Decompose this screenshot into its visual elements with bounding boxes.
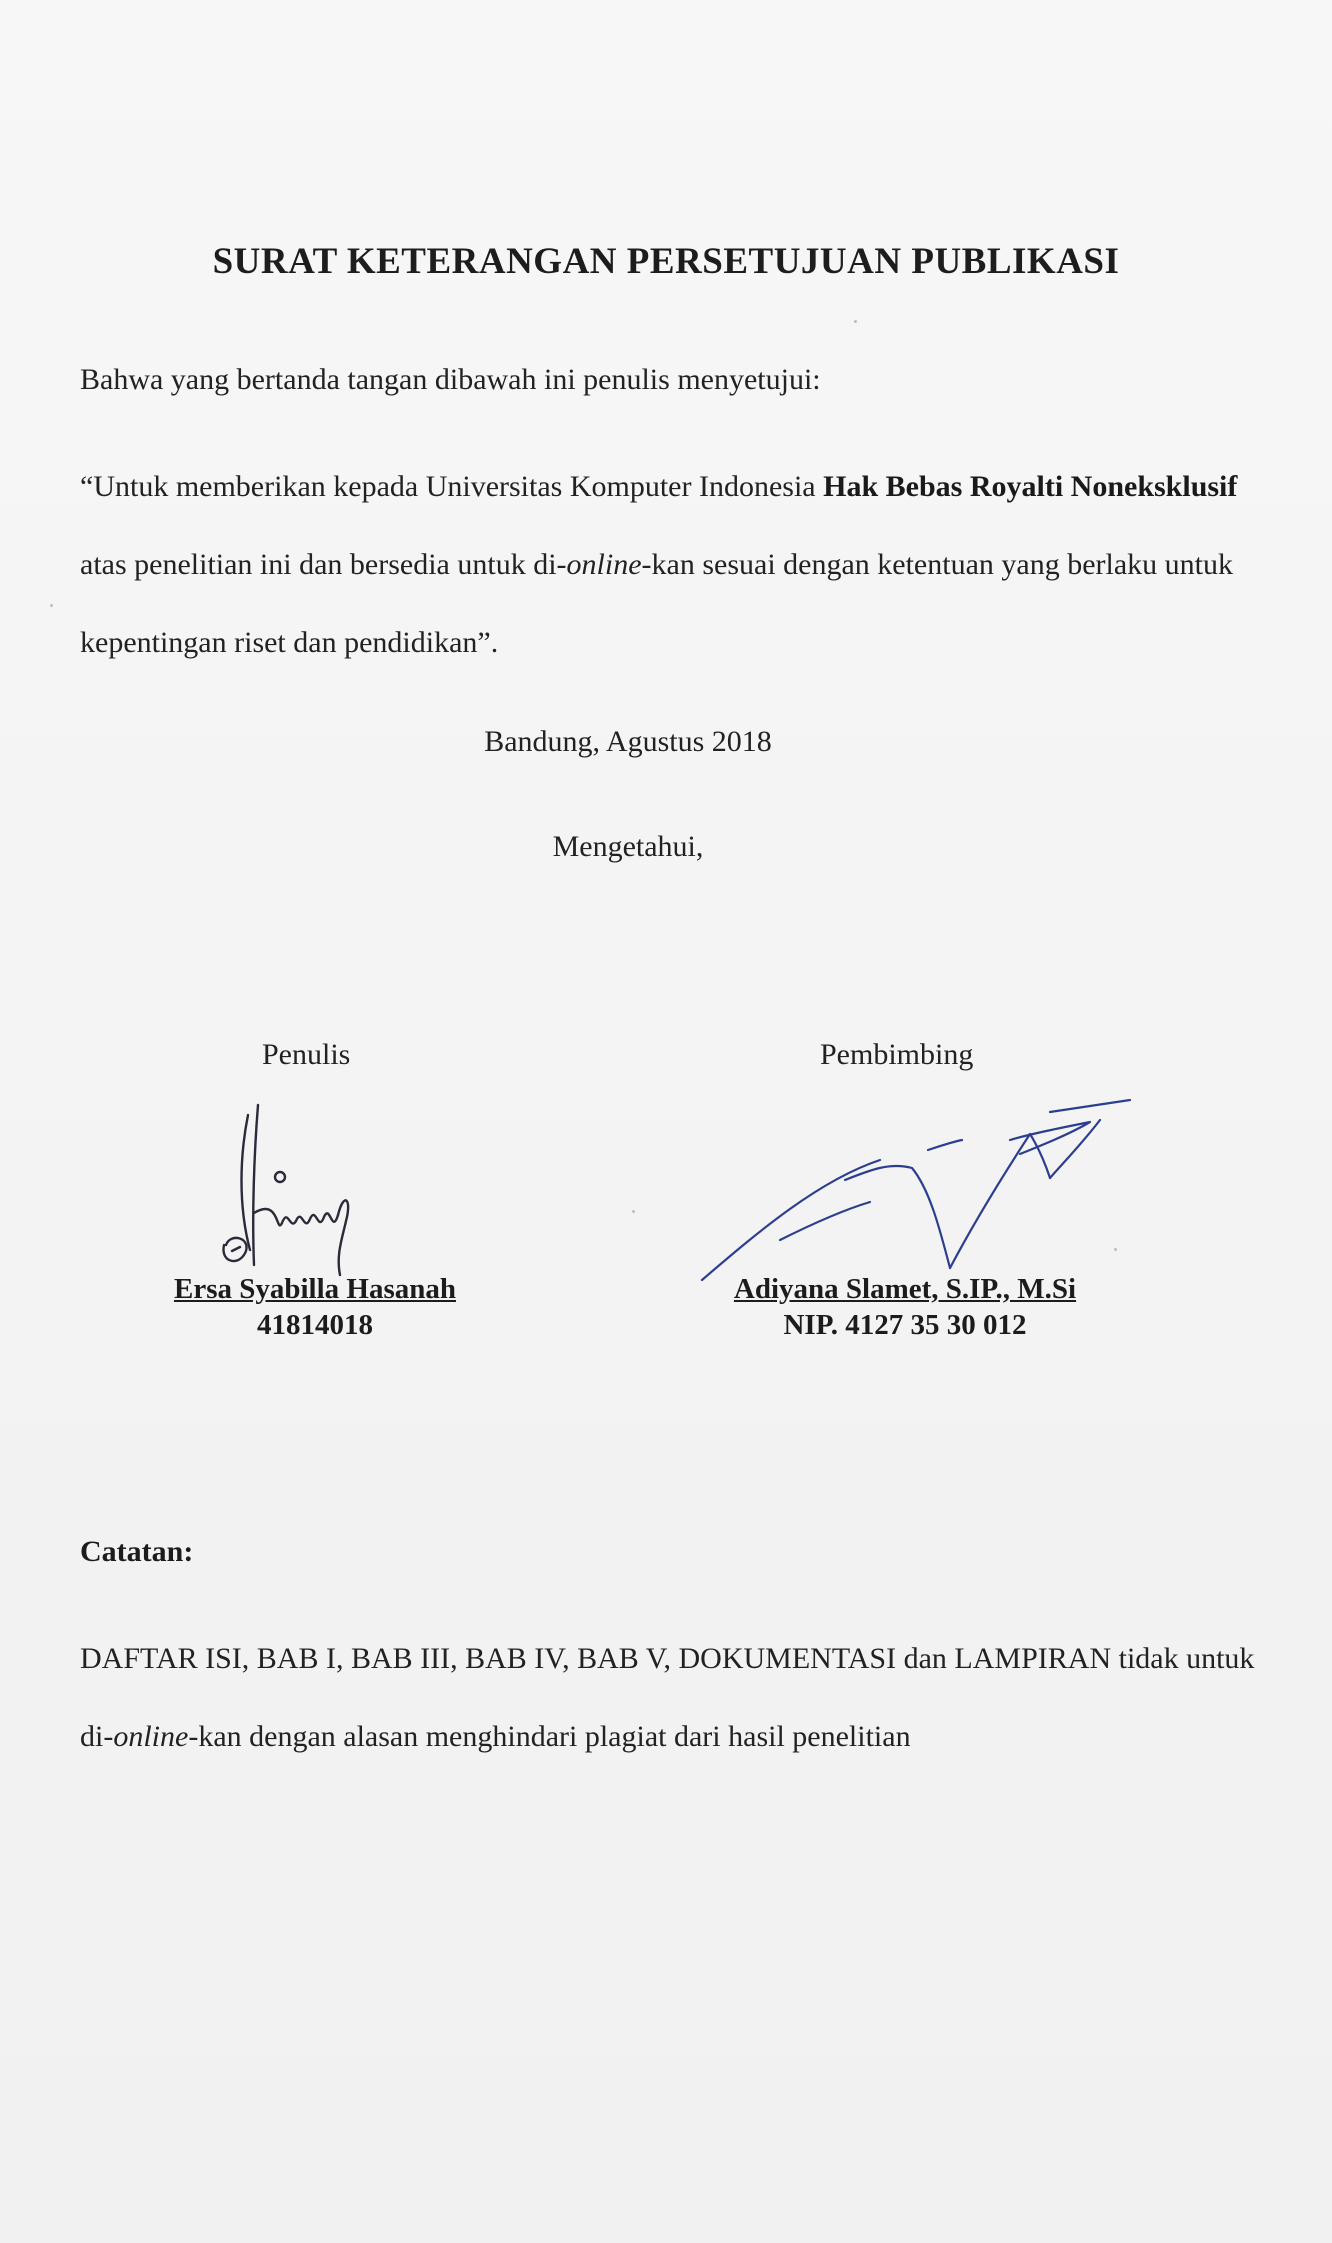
notes-paragraph bbox=[80, 1620, 1260, 1776]
scan-speck bbox=[1114, 1248, 1117, 1251]
place-date: Bandung, Agustus 2018 bbox=[484, 725, 772, 758]
intro-paragraph bbox=[80, 340, 1260, 420]
document-title: SURAT KETERANGAN PERSETUJUAN PUBLIKASI bbox=[212, 241, 1120, 282]
notes-italic-online: online bbox=[113, 1720, 189, 1753]
supervisor-signature bbox=[690, 1090, 1150, 1290]
agreement-italic-online: online bbox=[566, 548, 642, 581]
notes-text-part1: DAFTAR ISI, BAB I, BAB III, BAB IV, BAB V, DOKUMENTASI dan LAMPIRAN tidak untuk di- bbox=[80, 1642, 1255, 1753]
scan-speck bbox=[632, 1210, 635, 1213]
agreement-text-part3: -kan sesuai dengan ketentuan yang berlaku untuk kepentingan riset dan pendidikan”. bbox=[80, 548, 1234, 659]
agreement-text-part2: atas penelitian ini dan bersedia untuk di- bbox=[80, 548, 567, 581]
writer-name: Ersa Syabilla Hasanah bbox=[173, 1273, 457, 1305]
agreement-bold-rights: Hak Bebas Royalti Noneksklusif bbox=[823, 470, 1238, 503]
notes-title: Catatan: bbox=[80, 1535, 194, 1568]
scan-speck bbox=[854, 320, 857, 323]
acknowledged-label: Mengetahui, bbox=[552, 830, 704, 863]
supervisor-role-label: Pembimbing bbox=[820, 1038, 974, 1071]
supervisor-signature-block bbox=[690, 1271, 1120, 1343]
writer-role-label: Penulis bbox=[262, 1038, 351, 1071]
intro-text: Bahwa yang bertanda tangan dibawah ini penulis menyetujui: bbox=[80, 363, 821, 396]
writer-signature bbox=[210, 1095, 370, 1275]
writer-id: 41814018 bbox=[257, 1309, 373, 1341]
notes-text-part2: -kan dengan alasan menghindari plagiat dari hasil penelitian bbox=[188, 1720, 911, 1753]
agreement-paragraph bbox=[80, 448, 1260, 682]
supervisor-name: Adiyana Slamet, S.IP., M.Si bbox=[733, 1273, 1077, 1305]
writer-signature-block bbox=[150, 1271, 480, 1343]
scan-speck bbox=[50, 604, 53, 607]
supervisor-id: NIP. 4127 35 30 012 bbox=[783, 1309, 1027, 1341]
agreement-text-part1: “Untuk memberikan kepada Universitas Komputer Indonesia bbox=[80, 470, 824, 503]
